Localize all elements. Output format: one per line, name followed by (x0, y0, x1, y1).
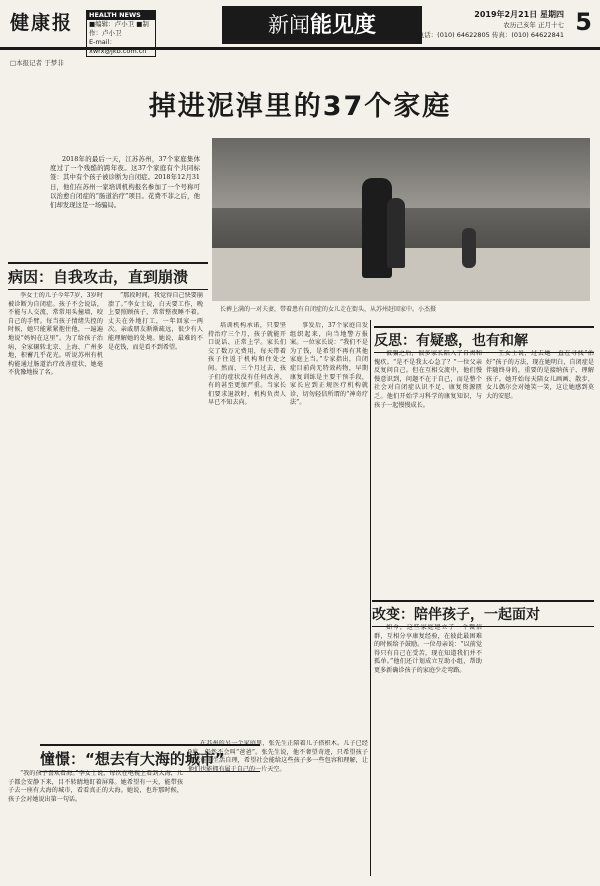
byline: □本报记者 于梦非 (10, 59, 64, 67)
masthead-infobox (86, 10, 156, 57)
article-column-2: “那段时间，我觉得自己快要崩溃了。”李女士说，白天要工作，晚上要照顾孩子，常常整夜睡不着。丈夫在外地打工，一年回家一两次。亲戚朋友渐渐疏远，很少有人能理解她的处境。她说，最难的不是花钱，而是看不到希望。 (108, 292, 203, 351)
health-news-tag: HEALTH NEWS (87, 11, 155, 20)
subhead-reflection: 反思：有疑惑，也有和解 (374, 326, 594, 353)
subhead-cause: 病因：自我攻击，直到崩溃 (8, 262, 208, 290)
headline: 掉进泥淖里的37个家庭 (148, 91, 452, 122)
masthead: 健康报 (10, 12, 74, 34)
article-column-9: 在苏州的另一个家庭里，张先生正陪着儿子搭积木。儿子已经9岁，仍然不会叫“爸爸”。张先生说，他不奢望奇迹，只希望孩子将来能够生活自理，希望社会能给这些孩子多一些包容和理解，让他们也能拥有属于自己的一片天空。 (188, 740, 368, 773)
lede-paragraph: 2018年的最后一天，江苏苏州，37个家庭集体度过了一个残酷的跨年夜。这37个家庭有个共同标签：其中有个孩子被诊断为自闭症。2018年12月31日，他们在苏州一家培训机构报名参加了一个号称可以治愈自闭症的“肠道治疗”项目。花费不菲之后，他们却发现这是一场骗局。 (50, 155, 200, 210)
page-number: 5 (575, 8, 592, 36)
subhead-change: 改变：陪伴孩子，一起面对 (372, 600, 594, 627)
article-column-3: 培训机构承诺，只要坚持治疗三个月，孩子就能开口说话、正常上学。家长们交了数万元费用，每天带着孩子往返于机构和住处之间。然而，三个月过去，孩子们的症状没有任何改善，有的甚至更加严重。当家长们要求退款时，机构负责人早已不知去向。 (208, 322, 286, 407)
news-photo (212, 138, 590, 301)
photo-wall (212, 138, 590, 208)
editor-line: ■编辑：卢小卫 ■制作：卢小卫 (89, 20, 149, 37)
article-column-4: 事发后，37个家庭自发组织起来，向当地警方报案。一位家长说：“我们不是为了钱，是希望不再有其他家庭上当。”专家指出，自闭症目前尚无特效药物，早期康复训练是主要干预手段，家长应到正规医疗机构就诊，切勿轻信所谓的“神奇疗法”。 (290, 322, 368, 407)
article-column-8: “我的孩子喜欢看海。”李女士说，每次在电视上看到大海，儿子都会安静下来，目不转睛地盯着屏幕。她希望有一天，能带孩子去一座有大海的城市，看看真正的大海。她说，也许那时候，孩子会对她说出第一句话。 (8, 770, 183, 803)
date-block (418, 10, 564, 40)
article-column-6: 王女士说，过去她一直在寻找“治好”孩子的方法，现在她明白，自闭症是伴随终身的，重要的是接纳孩子、理解孩子。她开始每天陪女儿画画、散步，女儿偶尔会对她笑一笑，这让她感到莫大的安慰。 (486, 350, 594, 400)
subhead-hope: 憧憬：“想去有大海的城市” (40, 744, 260, 772)
article-column-1: 李女士的儿子今年7岁，3岁时被诊断为自闭症。孩子不会说话，不能与人交流，常常用头撞墙，咬自己的手臂。每当孩子情绪失控的时候，她只能紧紧抱住他，一遍遍地说“妈妈在这里”。为了给孩子治病，全家辗转北京、上海、广州多地，积蓄几乎花光。听说苏州有机构能通过肠道治疗改善症状，她毫不犹豫地报了名。 (8, 292, 103, 377)
photo-figure-passerby (462, 228, 476, 268)
photo-caption: 长裤上满的一对夫妻，带着患有自闭症的女儿走在街头，从苏州赶回家中。小杰摄 (220, 306, 437, 313)
section-title (222, 6, 422, 44)
article-column-7: 如今，这些家庭建立了一个微信群，互相分享康复经验，在彼此最困难的时候给予鼓励。一位母亲说：“以前觉得只有自己在受苦，现在知道我们并不孤单。”他们还计划成立互助小组，帮助更多新确诊孩子的家庭少走弯路。 (374, 624, 482, 674)
page-header (0, 0, 600, 55)
issue-date: 2019年2月21日 星期四 (474, 10, 564, 19)
column-divider (370, 320, 371, 876)
email-line: E-mail：xwrx@jkb.com.cn (89, 38, 147, 55)
lunar-date: 农历己亥年 正月十七 (503, 21, 564, 29)
contact-phone: 电话：(010) 64622805 传真：(010) 64622841 (417, 31, 564, 39)
section-prefix: 新闻 (267, 13, 310, 37)
photo-figure-child (387, 198, 405, 268)
article-column-5: 被骗之后，很多家长陷入了自责和愧疚。“是不是我太心急了？”一位父亲反复问自己。但在互相交流中，他们慢慢意识到，问题不在于自己，而是整个社会对自闭症认识不足、康复资源匮乏。他们开始学习科学的康复知识，与孩子一起慢慢成长。 (374, 350, 482, 409)
section-name: 能见度 (309, 13, 376, 38)
